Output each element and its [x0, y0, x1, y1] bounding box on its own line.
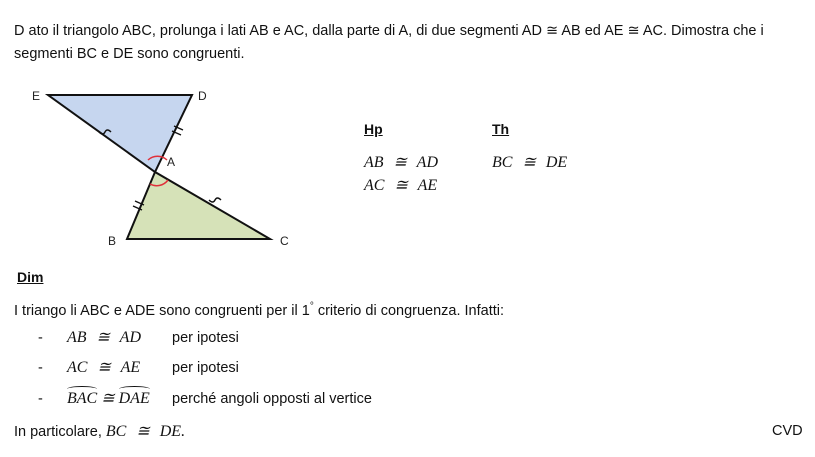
label-e: E [32, 89, 41, 103]
step-bullet: - [38, 391, 43, 407]
conclusion [14, 421, 185, 442]
problem-line-1: D ato il triangolo ABC, prolunga i lati AB e AC, dalla parte di A, di due segmenti AD ≅ AB ed AE ≅ AC. Dimostra che i [14, 23, 764, 39]
dim-intro-b: criterio di congruenza. Infatti: [313, 302, 505, 319]
step-math: AC ≅ AE [67, 359, 141, 376]
step-bullet: - [38, 330, 43, 346]
conclusion-math: BC ≅ DE. [105, 423, 186, 440]
label-c: C [280, 234, 289, 248]
label-b: B [108, 234, 117, 248]
problem-line-2: segmenti BC e DE sono congruenti. [14, 46, 245, 62]
triangle-figure [20, 82, 310, 252]
congruent-symbol: ≅ [97, 390, 119, 407]
label-a: A [167, 155, 176, 169]
hypothesis-item-1: AB ≅ AD [364, 154, 438, 171]
step-math: AB ≅ AD [67, 329, 141, 346]
dim-title: Dim [17, 269, 44, 285]
dim-intro-degree: ° [309, 301, 314, 312]
dim-intro-a: I triango li ABC e ADE sono congruenti per il 1 [14, 302, 310, 319]
cvd-label: CVD [772, 423, 803, 439]
hypothesis-item-2: AC ≅ AE [364, 177, 438, 194]
thesis-title: Th [492, 121, 510, 137]
step-reason: per ipotesi [172, 330, 239, 346]
hypothesis-title: Hp [364, 121, 383, 137]
conclusion-prefix: In particolare, [14, 424, 106, 440]
step-reason: perché angoli opposti al vertice [172, 391, 372, 407]
step-bullet: - [38, 360, 43, 376]
label-d: D [198, 89, 207, 103]
triangle-abc [127, 172, 270, 239]
angle-bac: BAC [67, 390, 98, 407]
step-math [67, 388, 150, 408]
angle-dae: DAE [118, 390, 150, 407]
dim-intro [14, 297, 504, 321]
thesis-item-1: BC ≅ DE [492, 154, 568, 171]
step-reason: per ipotesi [172, 360, 239, 376]
